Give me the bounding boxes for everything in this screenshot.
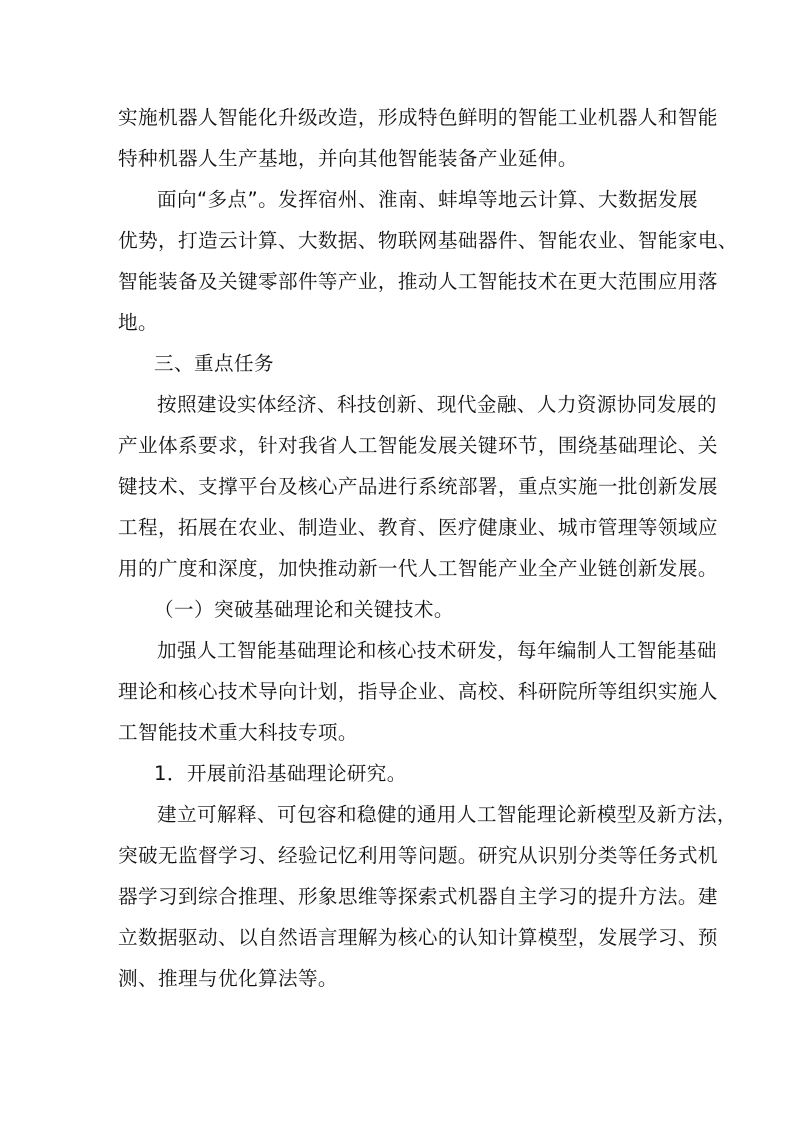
subsection-heading: （一）突破基础理论和关键技术。 xyxy=(154,598,454,621)
item-heading: 1．开展前沿基础理论研究。 xyxy=(154,762,407,785)
text-line: 工智能技术重大科技专项。 xyxy=(118,721,358,744)
text-line: 实施机器人智能化升级改造，形成特色鲜明的智能工业机器人和智能 xyxy=(118,106,718,129)
text-line: 理论和核心技术导向计划，指导企业、高校、科研院所等组织实施人 xyxy=(118,680,718,703)
text-line: 用的广度和深度，加快推动新一代人工智能产业全产业链创新发展。 xyxy=(118,557,718,580)
text-line: 地。 xyxy=(118,311,158,334)
text-line: 立数据驱动、以自然语言理解为核心的认知计算模型，发展学习、预 xyxy=(118,926,718,949)
section-heading: 三、重点任务 xyxy=(154,352,274,375)
text-line: 特种机器人生产基地，并向其他智能装备产业延伸。 xyxy=(118,147,578,170)
paragraph-start: 建立可解释、可包容和稳健的通用人工智能理论新模型及新方法， xyxy=(157,803,737,826)
text-line: 器学习到综合推理、形象思维等探索式机器自主学习的提升方法。建 xyxy=(118,885,718,908)
text-line: 工程，拓展在农业、制造业、教育、医疗健康业、城市管理等领域应 xyxy=(118,516,718,539)
text-line: 优势，打造云计算、大数据、物联网基础器件、智能农业、智能家电、 xyxy=(118,229,738,252)
paragraph-start: 按照建设实体经济、科技创新、现代金融、人力资源协同发展的 xyxy=(157,393,717,416)
text-line: 突破无监督学习、经验记忆利用等问题。研究从识别分类等任务式机 xyxy=(118,844,718,867)
text-line: 键技术、支撑平台及核心产品进行系统部署，重点实施一批创新发展 xyxy=(118,475,718,498)
document-body xyxy=(118,100,738,1002)
text-line: 智能装备及关键零部件等产业，推动人工智能技术在更大范围应用落 xyxy=(118,270,718,293)
paragraph-start: 面向“多点”。发挥宿州、淮南、蚌埠等地云计算、大数据发展 xyxy=(157,188,698,211)
paragraph-start: 加强人工智能基础理论和核心技术研发，每年编制人工智能基础 xyxy=(157,639,717,662)
text-line: 测、推理与优化算法等。 xyxy=(118,967,338,990)
text-line: 产业体系要求，针对我省人工智能发展关键环节，围绕基础理论、关 xyxy=(118,434,718,457)
